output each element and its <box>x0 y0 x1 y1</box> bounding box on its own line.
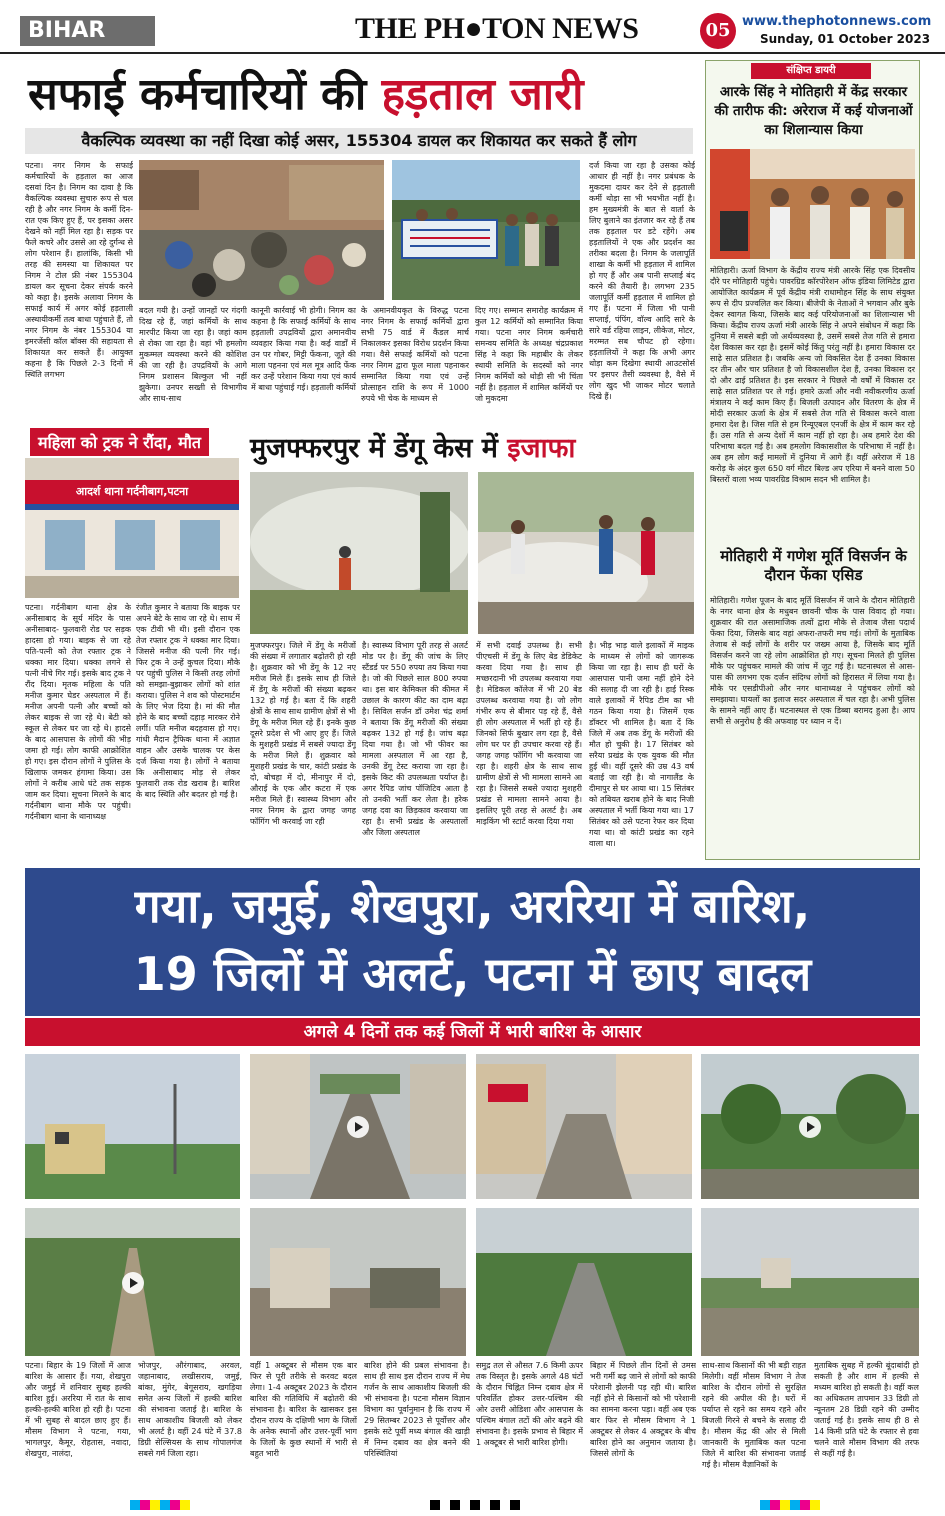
police-station-sign: आदर्श थाना गर्दनीबाग,पटना <box>75 485 189 498</box>
lead-column-6: दर्ज किया जा रहा है उसका कोई आधार ही नहीं है। नगर प्रबंधक के मुकदमा दायर कर देने से हड़ताली कर्मी थोड़ा सा भी भयभीत नहीं है। हम मुख्यमंत्री के बात से वार्ता के लिए बुलाने का इंतजार कर रहे हैं तब तक हड़ताल पर डटे रहेंगे। अब हड़तालियों ने एक और प्रदर्शन का तरीका बदला है। निगम के जलापूर्ति शाखा के कर्मी भी हड़ताल में शामिल हो गए हैं और अब पानी सप्लाई बंद करने की तैयारी है। लगभग 235 जलापूर्ति कर्मी हड़ताल में शामिल हो गए हैं। पटना में जिला भी पानी सप्लाई, पंपिंग, वॉल्व आदि सारे के सारे वर्ड रहिया लाइन, लीकेज, मोटर, मरम्मत सब चौपट हो रहेगा। हड़तालियों ने कहा कि अभी अगर थोड़ा कम दिखेगा स्थायी आउटसोर्स पर इसपर तैसी व्यवस्था है, वैसे में लोग खुद भी जाकर मोटर चलाते दिखे हैं। <box>589 161 695 401</box>
newspaper-name: THE PH●TON NEWS <box>355 12 639 45</box>
fogging-photo-1-art <box>250 472 468 634</box>
sidebar-brief-diary <box>705 60 920 860</box>
lead-column-5: दिए गए। सम्मान समारोह कार्यक्रम में कुल 12 कर्मियों को सम्मानित किया गया। पटना नगर निगम कर्मचारी समन्वय समिति के अध्यक्ष चंद्रप्रकाश सिंह ने कहा कि महाबीर के लेकर स्थायी समिति के सदस्यों को नगर निगम कर्मियों को थोड़ी सी भी चिंता नहीं है। हड़ताल में शामिल कर्मियों पर जो मुकदमा <box>475 306 583 403</box>
video-play-icon[interactable] <box>799 1116 821 1138</box>
rain-photo-7-art <box>476 1208 692 1356</box>
rain-photo-8 <box>701 1208 919 1356</box>
rain-photo-1 <box>25 1054 240 1199</box>
issue-date: Sunday, 01 October 2023 <box>760 32 931 46</box>
rain-photo-7 <box>476 1208 692 1356</box>
dengue-headline-red: इजाफा <box>507 433 576 464</box>
dengue-column-2: है। स्वास्थ्य विभाग पूरी तरह से अलर्ट मोड पर है। डेंगू की जांच के लिए स्टैंडर्ड पर 550 रुपया तय किया गया है। जो की पिछले साल 800 रुपया था। इस बार केमिकल की कीमत में उछाल के कारण कीट का दाम बढ़ा है। सिविल सर्जन डॉ उमेश चंद्र शर्मा ने बताया कि डेंगू मरीजों की संख्या बढ़कर 132 हो गई है। जांच बढ़ा दिया गया है। जो भी फीवर का मामला अस्पताल में आ रहा है, उनकी डेंगू टेस्ट कराया जा रहा है। इसके किट की उपलब्धता पर्याप्त है। अगर रैपिड जांच पॉजिटिव आता है तो उनकी भर्ती कर लेता है। हरेक जगह दवा का छिड़काव करवाया जा रहा है। सभी प्रखंड के अस्पतालों और जिला अस्पताल <box>362 641 468 837</box>
rain-photo-3-art <box>476 1054 692 1199</box>
lead-subheadline: वैकल्पिक व्यवस्था का नहीं दिखा कोई असर, 155304 डायल कर शिकायत कर सकते हैं लोग <box>25 128 693 154</box>
rain-photo-6-art <box>250 1208 466 1356</box>
rain-column-7: साथ-साथ किसानों की भी बड़ी राहत मिलेगी। वहीं मौसम विभाग ने तेज बारिश के दौरान लोगों से सुरक्षित रहने की अपील की है। घरों में पर्याप्त से रहने का समय रहने और बिजली गिरने से बचने के सलाह दी है। मौसम केंद्र की ओर से मिली जानकारी के मुताबिक कल पटना जिले में बारिश की संभावना जताई गई है। मौसम वैज्ञानिकों के <box>702 1361 806 1469</box>
lead-column-3: कानूनी कार्रवाई भी होगी। निगम का कहना है कि सफाई कर्मियों के साथ हड़ताली उपद्रवियों द्वारा अमानवीय व्यवहार किया गया है। कई वार्डों में उन पर गोबर, मिट्टी फेंकना, जूते की माला पहनना एवं मल मूत्र आदि फेंक कर उन्हें परेशान किया गया एवं कार्य में बाधा पहुंचाई गई। हड़ताली कर्मियों <box>251 306 356 392</box>
rain-column-5: समुद्र तल से औसत 7.6 किमी ऊपर तक विस्तृत है। इसके अगले 48 घंटों के दौरान चिह्नित निम्न दबाव क्षेत्र में परिवर्तित होकर उत्तर-पश्चिम की ओर उत्तरी ओडिशा और आसपास के पश्चिम बंगाल तटों की ओर बढ़ने की संभावना है। इसके प्रभाव से बिहार में 1 अक्टूबर से भारी बारिश होगी। <box>476 1361 583 1447</box>
fogging-photo-2 <box>478 472 694 634</box>
minister-event-photo <box>710 149 915 259</box>
registration-bar-left <box>130 1500 190 1510</box>
dengue-headline <box>250 428 575 465</box>
rain-column-1: पटना। बिहार के 19 जिलों में आज बारिश के आसार हैं। गया, शेखपुरा और जमुई में शनिवार सुबह हल्की बारिश हुई। अररिया में रात के साथ हल्की-हल्की बारिश हो रही है। पटना में भी सुबह से बादल छाए हुए हैं। मौसम विभाग ने पटना, गया, भागलपुर, कैमूर, रोहतास, नवादा, शेखपुरा, नालंदा, <box>25 1361 131 1458</box>
sidebar-story1-headline: आरके सिंह ने मोतिहारी में केंद्र सरकार की तारीफ की: अरेराज में कई योजनाओं का शिलान्यास किया <box>714 84 913 138</box>
masthead <box>0 0 945 54</box>
lead-headline-black: सफाई कर्मचारियों की <box>28 69 382 120</box>
rain-column-3: वहीं 1 अक्टूबर से मौसम एक बार फिर से पूरी तरीके से करवट बदल लेगा। 1-4 अक्टूबर 2023 के दौरान बारिश की गतिविधि में बढ़ोतरी की संभावना है। बारिश के खासकर इस दौरान राज्य के दक्षिणी भाग के जिलों के अनेक स्थानों और उत्तर-पूर्वी भाग के जिलों के कुछ स्थानों में भारी से बहुत भारी <box>250 1361 357 1458</box>
garbage-photo-art <box>139 160 384 300</box>
minister-event-photo-art <box>710 149 915 259</box>
video-play-icon[interactable] <box>122 1272 144 1294</box>
rain-photo-5 <box>25 1208 240 1356</box>
protest-photo-art <box>392 160 580 300</box>
lead-headline-red: हड़ताल जारी <box>381 69 584 120</box>
rain-column-8: मुताबिक सुबह में हल्की बूंदाबांदी हो सकती है और शाम में हल्की से मध्यम बारिश हो सकती है। वहीं कल का अधिकतम तापमान 33 डिग्री तो न्यूनतम 28 डिग्री रहने की उम्मीद जताई गई है। इसके साथ ही 8 से 14 किमी प्रति घंटे के रफ्तार से हवा चलने वाले मौसम विभाग की तरफ से कहीं गई है। <box>814 1361 919 1458</box>
page-number: 05 <box>700 13 736 49</box>
protest-photo <box>392 160 580 300</box>
rain-photo-8-art <box>701 1208 919 1356</box>
police-station-photo <box>25 458 239 598</box>
rain-column-6: बिहार में पिछले तीन दिनों से उमस भरी गर्मी बढ़ जाने से लोगों को काफी परेशानी झेलनी पड़ रही थी। बारिश नहीं होने से किसानों को भी परेशानी का सामना करना पड़ा। वहीं अब एक बार फिर से मौसम विभाग ने 1 अक्टूबर से लेकर 4 अक्टूबर के बीच बारिश होने का अनुमान जताया है। जिससे लोगों के <box>590 1361 696 1458</box>
rain-photo-6 <box>250 1208 466 1356</box>
rain-column-2: भोजपुर, औरंगाबाद, अरवल, जहानाबाद, लखीसराय, जमुई, बांका, मुंगेर, बेगूसराय, खगड़िया समेत अन्य जिलों में हल्की बारिश की संभावना जताई है। बारिश के साथ आकाशीय बिजली को लेकर भी अलर्ट है। वहीं 24 घंटे में 37.8 डिग्री सेल्सियस के साथ गोपालगंज सबसे गर्म जिला रहा। <box>138 1361 242 1458</box>
sidebar-story2-headline: मोतिहारी में गणेश मूर्ति विसर्जन के दौरान फेंका एसिड <box>720 547 907 584</box>
rain-banner <box>25 868 920 1016</box>
lead-column-2: बदल गयी है। उन्हों जानहों पर गंदगी दिख रहे हैं, जहां कर्मियों के साथ मारपीट किया जा रहा है। जहां काम से रोका जा रहा है। वहां भी हमलोग मुकम्मल व्यवस्था करने की कोशिश की जा रही है। उपद्रवियों के आगे निगम प्रशासन बिल्कुल भी नहीं झुकेगा। उनपर सख्ती से विभागीय और साथ-साथ <box>139 306 247 403</box>
rain-headline-line-1: गया, जमुई, शेखपुरा, अररिया में बारिश, <box>134 879 811 933</box>
dengue-column-3: में सभी दवाई उपलब्ध है। सभी पीएचसी में डेंगू के लिए बेड डेडिकेट करवा दिया गया है। साथ ही मच्छरदानी भी उपलब्ध करवाया गया है। मेडिकल कॉलेज में भी 20 बेड उपलब्ध करवाया गया है। जो लोग गंभीर रूप से बीमार पड़ रहे हैं, वैसे ही लोग अस्पताल में भर्ती हो रहे हैं। जिनको सिर्फ बुखार लग रहा है, वैसे लोग घर पर ही उपचार करवा रहे हैं। जगह जगह फॉगिंग भी करवाया जा रहा है। शहरी क्षेत्र के साथ साथ ग्रामीण क्षेत्रों से भी मामला सामने आ रहा है। जिससे सबसे ज्यादा मुशहरी प्रखंड से मामला सामने आया है। इसलिए पूरी तरह से अलर्ट है। अब माइकिंग भी स्टार्ट करवा दिया गया <box>476 641 582 826</box>
truck-story-column-1: पटना। गर्दनीबाग थाना क्षेत्र के अनीसाबाद के सूर्य मंदिर के पास अनीसाबाद- फुलवारी रोड पर सड़क हादसा हो गया। बाइक से जा रहे पति-पत्नी को तेज रफ्तार ट्रक ने धक्का मार दिया। धक्का लगने से पत्नी नीचे गिर गई। इसके बाद ट्रक ने रौंद दिया। मृतक महिला के पति मनीज कुमार घेडर अस्पताल में हैं। मनीज अपनी पत्नी और बच्चों को लेकर बाइक से जा रहे थे। बेटी को स्कूल से लेकर घर जा रहे थे। हादसे के बाद आसपास के लोगों की भीड़ जमा हो गई। लोग काफी आक्रोशित हो गए। इस दौरान लोगों ने पुलिस के खिलाफ जमकर हंगामा किया। उस लोगों ने करीब आधे घंटे तक सड़क जाम कर दिया। सूचना मिलने के बाद गर्दनीबाग थाना मौके पर पहुंची। गर्दनीबाग थाना के थानाध्यक्ष <box>25 603 131 821</box>
video-play-icon[interactable] <box>347 1116 369 1138</box>
truck-story-column-2: रंजीत कुमार ने बताया कि बाइक पर अपने बेटे के साथ जा रहे थे। साथ में एक टीवी भी थी। इसी दौरान एक तेज रफ्तार ट्रक ने धक्का मार दिया। जिससे मनीज की पत्नी गिर गई। फिर ट्रक ने उन्हें कुचल दिया। मौके पर पहुंची पुलिस ने किसी तरह लोगों को समझा-बुझाकर लोगों को शांत कराया। पुलिस ने शव को पोस्टमार्टम के लिए भेज दिया है। मां की मौत होने के बाद बच्चों दहाड़ मारकर रोने लगीं। पति मनीज बदहवास हो गए। गांधी मैदान ट्रैफिक थाना में अज्ञात वाहन और उसके चालक पर केस दर्ज किया गया है। लोगों ने बताया कि अनीसाबाद मोड़ से लेकर फुलवारी तक रोड खराब है। बारिश के बाद स्थिति और बदतर हो गई है। <box>136 603 240 799</box>
fogging-photo-2-art <box>478 472 694 634</box>
rain-photo-3 <box>476 1054 692 1199</box>
sidebar-story1-body: मोतिहारी। ऊर्जा विभाग के केंद्रीय राज्य मंत्री आरके सिंह एक दिवसीय दौरे पर मोतिहारी पहुंचे। पावरग्रिड कॉरपोरेशन ऑफ इंडिया लिमिटेड द्वारा आयोजित कार्यक्रम में पूर्व केंद्रीय मंत्री राधामोहन सिंह के साथ संयुक्त रूप से दीप प्रज्वलित कर किया। बीजेपी के नेताओं ने भगवान और बुके देकर स्वागत किया, जिसके बाद कई परियोजनाओं का शिलान्यास भी किया। केंद्रीय राज्य ऊर्जा मंत्री आरके सिंह ने अपने संबोधन में कहा कि दुनिया में सबसे बड़ी जो अर्थव्यवस्था है, उसमें सबसे तेज गति से हमारा देश विकास कर रहा है। इसमें कोई किंतु परंतु नहीं है। हमारा विकास दर साढ़े सात प्रतिशत है। जबकि अन्य जो विकसित देश हैं उनका विकास दर तीन और चार प्रतिशत है जो विकासशील देश हैं, उनका विकास दर दो और ढाई प्रतिशत है। इस सरकार ने पिछले नौ वर्षों में विकास दर साढ़े सात प्रतिशत पर ले गई। हमारे ऊर्जा और नवी नवीकरणीय ऊर्जा मंत्रालय ने कई काम किए हैं। बिजली उत्पादन और वितरण के क्षेत्र में मोदी सरकार ऊर्जा के क्षेत्र में सबसे तेज गति से विकास करने वाला हमारा देश है। जिस गति से हम रिन्यूएबल एनर्जी के क्षेत्र में काम कर रहे हैं। उस गति से अन्य देशों में काम नहीं हो रहा है। अब हमारे देश की परिभाषा बदल गई है। अब हमलोग विकासशील के परिभाषा में नहीं है। अब हम लोग कई मामलों में दुनिया में आगे हैं। वहीं अरेराज में 18 करोड़ के अंदर कुल 650 वर्ग मीटर बिल्ड अप एरिया में बनने वाला 50 बिस्तरों वाला भव्य पावरग्रिड विश्राम सदन भी शामिल है। <box>710 266 915 484</box>
truck-story-headline: महिला को ट्रक ने रौंदा, मौत <box>30 428 209 456</box>
section-tag: BIHAR <box>20 16 155 46</box>
lead-column-4: के अमानवीयकृत के विरुद्ध पटना नगर निगम के सफाई कर्मियों द्वारा सभी 75 वार्ड में कैंडल मार्च निकालकर इसका विरोध प्रदर्शन किया गया। वैसे सफाई कर्मियों को पटना नगर निगम द्वारा फूल माला पहनाकर सम्मानित किया गया एवं उन्हें प्रोत्साहन राशि के रूप में 1000 रुपये भी चेक के माध्यम से <box>361 306 469 403</box>
website-link[interactable]: www.thephotonnews.com <box>742 14 932 29</box>
rain-photo-4 <box>701 1054 919 1199</box>
registration-bar-right <box>760 1500 820 1510</box>
rain-subheadline: अगले 4 दिनों तक कई जिलों में भारी बारिश के आसार <box>25 1018 920 1046</box>
sidebar-tag: संक्षिप्त डायरी <box>751 63 871 79</box>
police-station-photo-art <box>25 458 239 598</box>
registration-bar-center <box>430 1500 520 1510</box>
dengue-column-1: मुजफ्फरपुर। जिले में डेंगू के मरीजों की संख्या में लगातार बढ़ोतरी हो रही है। शुक्रवार को भी डेंगू के 12 नए मरीज मिले हैं। इसके साथ ही जिले में डेंगू के मरीजों की संख्या बढ़कर 132 हो गई है। बता दें कि शहरी क्षेत्रों के साथ साथ ग्रामीण क्षेत्रों से भी डेंगू के मरीज मिल रहे हैं। इनके कुछ दूसरे प्रदेश से भी आए हुए हैं। जिले के मुशहरी प्रखंड में सबसे ज्यादा डेंगू के मरीज मिले हैं। शुक्रवार को मुशहरी प्रखंड के चार, कांटी प्रखंड के दो, बोचहा में दो, मीनापुर में दो, औराई के एक और कटरा में एक मरीज मिले हैं। स्वास्थ्य विभाग और नगर निगम के द्वारा जगह जगह फॉगिंग भी करवाई जा रही <box>250 641 356 826</box>
dengue-column-4: है। भीड़ भाड़ वाले इलाकों में माइक के माध्यम से लोगों को जागरूक किया जा रहा है। साथ ही घरों के आसपास पानी जमा नहीं होने देने की सलाह दी जा रही है। हाई रिस्क वाले इलाकों में रैपिड टीम का भी गठन किया गया है। जिसमें एक डॉक्टर भी शामिल है। बता दें कि जिले में अब तक डेंगू के मरीजों की मौत हो चुकी है। 17 सितंबर को सरैया प्रखंड के एक युवक की मौत हुई थी। वहीं दूसरे की उम्र 43 वर्ष बताई जा रही है। वो नागालैंड के दीमापुर से घर आया था। 15 सितंबर को तबियत खराब होने के बाद निजी अस्पताल में भर्ती किया गया था। 17 सितंबर को उसे पटना रेफर कर दिया गया था। वो कांटी प्रखंड का रहने वाला था। <box>589 641 694 848</box>
rain-headline-line-2: 19 जिलों में अलर्ट, पटना में छाए बादल <box>133 947 812 1001</box>
rain-photo-2 <box>250 1054 466 1199</box>
dengue-headline-black: मुजफ्फरपुर में डेंगू केस में <box>250 433 508 464</box>
rain-photo-1-art <box>25 1054 240 1199</box>
fogging-photo-1 <box>250 472 468 634</box>
garbage-photo <box>139 160 384 300</box>
sidebar-story2-body: मोतिहारी। गणेश पूजन के बाद मूर्ति विसर्जन में जाने के दौरान मोतिहारी के नगर थाना क्षेत्र के मधुबन छावनी चौक के पास विवाद हो गया। शुक्रवार की रात असामाजिक तत्वों द्वारा मौके से तेजाब जैसा पदार्थ फेंका दिया, जिसके बाद वहां अफरा-तफरी मच गई। लोगों के मुताबिक तेजाब से कई लोगों के शरीर पर जख्म आया है, जिसके बाद मूर्ति विसर्जन करने जा रहे लोग आक्रोशित हो गए। सूचना मिलते ही पुलिस मौके पर पहुंचकर मामले की जांच में जुट गई है। घटनास्थल से आस-पास की लगभग एक दर्जन संदिग्ध लोगों को हिरासत में लिया गया है। मौके पर एसडीपीओ और नगर थानाध्यक्ष ने पहुंचकर लोगों को समझाया। घायलों का इलाज सदर अस्पताल में चल रहा है। अभी पुलिस के सामने नहीं आए हैं। घटनास्थल से एक डिब्बा बरामद हुआ है। आप सभी से अनुरोध है की अफवाह पर ध्यान न दें। <box>710 596 915 726</box>
lead-headline <box>28 62 584 122</box>
rain-column-4: बारिश होने की प्रबल संभावना है। साथ ही साथ इस दौरान राज्य में मेघ गर्जन के साथ आकाशीय बिजली की भी संभावना है। पटना मौसम विज्ञान विभाग का पूर्वानुमान है कि राज्य में 29 सितम्बर 2023 से पूर्वोत्तर और इसके सटे पूर्वी मध्य बंगाल की खाड़ी में निम्न दबाव का क्षेत्र बनने की परिस्थितियां <box>364 1361 470 1458</box>
lead-column-1: पटना। नगर निगम के सफाई कर्मचारियों के हड़ताल का आज दसवां दिन है। निगम का दावा है कि वैकल्पिक व्यवस्था सुचारु रूप से चल रही है और नगर निगम के कर्मी दिन-रात एक किए हुए हैं, पर इसका असर देखने को नहीं मिल रहा है। सड़क पर फैले कचरे और उससे आ रहे दुर्गन्ध से लोग परेशान हैं। हालांकि, किसी भी तरह की समस्या या शिकायत पर निगम ने टोल फ्री नंबर 155304 डायल कर सूचना देकर संपर्क करने को कहा है। इसके अलावा निगम के सफाई कार्य में अगर कोई हड़ताली अस्थायीकर्मी तत्व बाधा पहुंचाते हैं, तो नगर निगम के नंबर 155304 या इमरजेंसी कॉल बॉक्स की सहायता से शिकायत कर सकते हैं। आयुक्त कहना है कि पिछले 2-3 दिनों में स्थिति लगभग <box>25 161 133 379</box>
